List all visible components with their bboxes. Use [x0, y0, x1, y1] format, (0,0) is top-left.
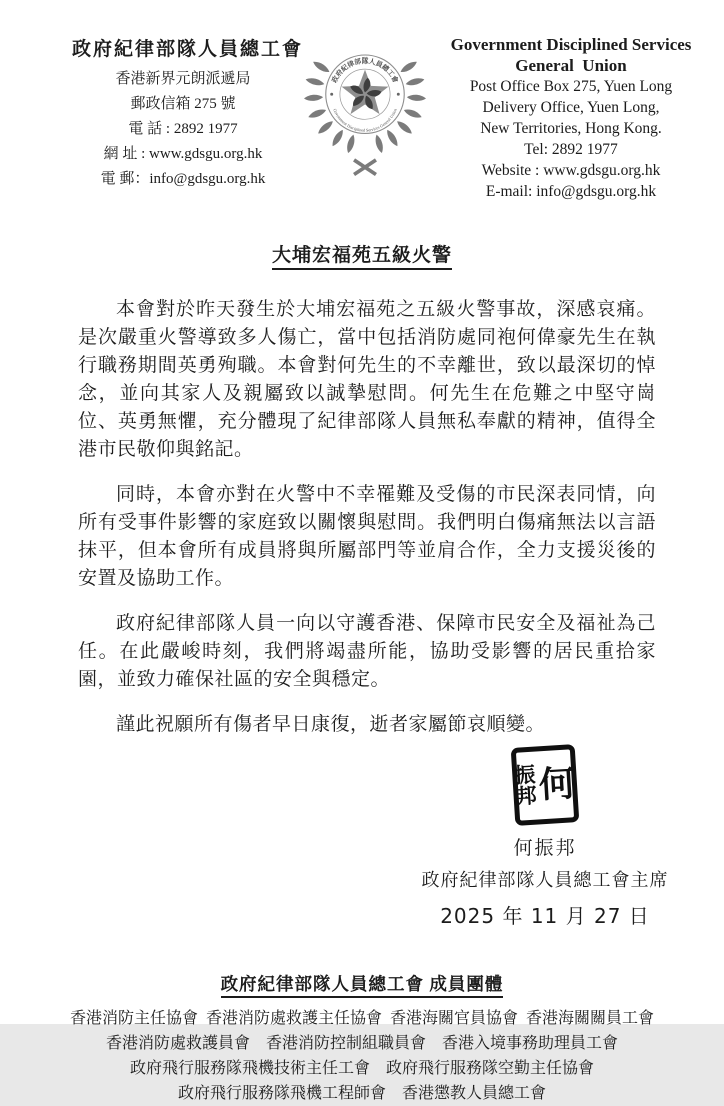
paragraph-2: 同時，本會亦對在火警中不幸罹難及受傷的市民深表同情，向所有受事件影響的家庭致以關懷與慰問。我們明白傷痛無法以言語抹平，但本會所有成員將與所屬部門等並肩合作，全力支援災後的安置及協助工作。: [78, 483, 656, 589]
member-organizations-section: [0, 971, 724, 1106]
members-heading-text: 政府紀律部隊人員總工會 成員團體: [221, 974, 504, 998]
seal-char-ho: 何: [537, 763, 577, 806]
website-line-chinese: 網 址 : www.gdsgu.org.hk: [103, 146, 263, 162]
letterhead-english: [436, 34, 714, 202]
po-box-line-chinese: 郵政信箱 275 號: [130, 96, 236, 112]
closing-line: 謹此祝願所有傷者早日康復，逝者家屬節哀順變。: [116, 713, 546, 735]
ring-dot-right: [397, 93, 400, 96]
union-emblem-graphic: [301, 34, 429, 180]
union-emblem: [298, 34, 432, 180]
star-bauhinia-icon: [342, 70, 389, 115]
letter-title: [0, 240, 724, 267]
ring-text-chinese: 政府紀律部隊人員總工會: [331, 58, 399, 85]
address-line-chinese: 香港新界元朗派遞局: [115, 71, 251, 87]
members-line-1: 香港消防主任協會 香港消防處救護主任協會 香港海關官員協會 香港海關關員工會: [69, 1010, 654, 1027]
signatory-name: 何振邦: [513, 837, 577, 859]
paragraph-3: 政府紀律部隊人員一向以守護香港、保障市民安全及福祉為己任。在此嚴峻時刻，我們將竭盡所能，協助受影響的居民重拾家園，並致力確保社區的安全與穩定。: [78, 612, 656, 690]
signature-block: [420, 746, 670, 929]
letter-title-text: 大埔宏福苑五級火警: [272, 244, 452, 270]
phone-line-english: Tel: 2892 1977: [524, 141, 618, 158]
org-name-english-line1: Government Disciplined Services: [450, 35, 692, 54]
members-line-2: 香港消防處救護員會 香港消防控制組職員會 香港入境事務助理員工會: [105, 1035, 618, 1052]
signatory-title: 政府紀律部隊人員總工會主席: [421, 870, 669, 891]
members-line-4: 政府飛行服務隊飛機工程師會 香港懲教人員總工會: [177, 1085, 546, 1102]
org-name-english-line2: General Union: [515, 56, 627, 75]
email-line-english: E-mail: info@gdsgu.org.hk: [485, 183, 657, 200]
letter-date: 2025 年 11 月 27 日: [440, 904, 650, 928]
ring-text-english: Government Disciplined Services General Union: [332, 107, 398, 133]
ring-dot-left: [330, 93, 333, 96]
org-name-chinese: 政府紀律部隊人員總工會: [72, 39, 304, 60]
seal-char-zhen: 振: [513, 762, 537, 788]
address-line-english-1: Delivery Office, Yuen Long,: [482, 99, 660, 116]
website-line-english: Website : www.gdsgu.org.hk: [481, 162, 661, 179]
seal-left-column: [513, 762, 538, 809]
seal-char-bong: 邦: [514, 783, 538, 809]
letterhead: [0, 0, 724, 202]
paragraph-1: 本會對於昨天發生於大埔宏福苑之五級火警事故，深感哀痛。是次嚴重火警導致多人傷亡，當中包括消防處同袍何偉豪先生在執行職務期間英勇殉職。本會對何先生的不幸離世，致以最深切的悼念，並向其家人及親屬致以誠摯慰問。何先生在危難之中堅守崗位、英勇無懼，充分體現了紀律部隊人員無私奉獻的精神，值得全港市民敬仰與銘記。: [78, 298, 656, 460]
ribbon-cross-icon: [354, 160, 376, 175]
po-box-line-english: Post Office Box 275, Yuen Long: [469, 78, 673, 95]
letter-body: [78, 295, 656, 738]
phone-line-chinese: 電 話 : 2892 1977: [128, 121, 238, 137]
address-line-english-2: New Territories, Hong Kong.: [480, 120, 662, 137]
email-line-chinese: 電 郵：info@gdsgu.org.hk: [100, 171, 266, 187]
letterhead-chinese: [72, 34, 304, 192]
members-heading: [0, 971, 724, 996]
name-seal: [511, 744, 580, 826]
members-line-3: 政府飛行服務隊飛機技術主任工會 政府飛行服務隊空勤主任協會: [129, 1060, 594, 1077]
